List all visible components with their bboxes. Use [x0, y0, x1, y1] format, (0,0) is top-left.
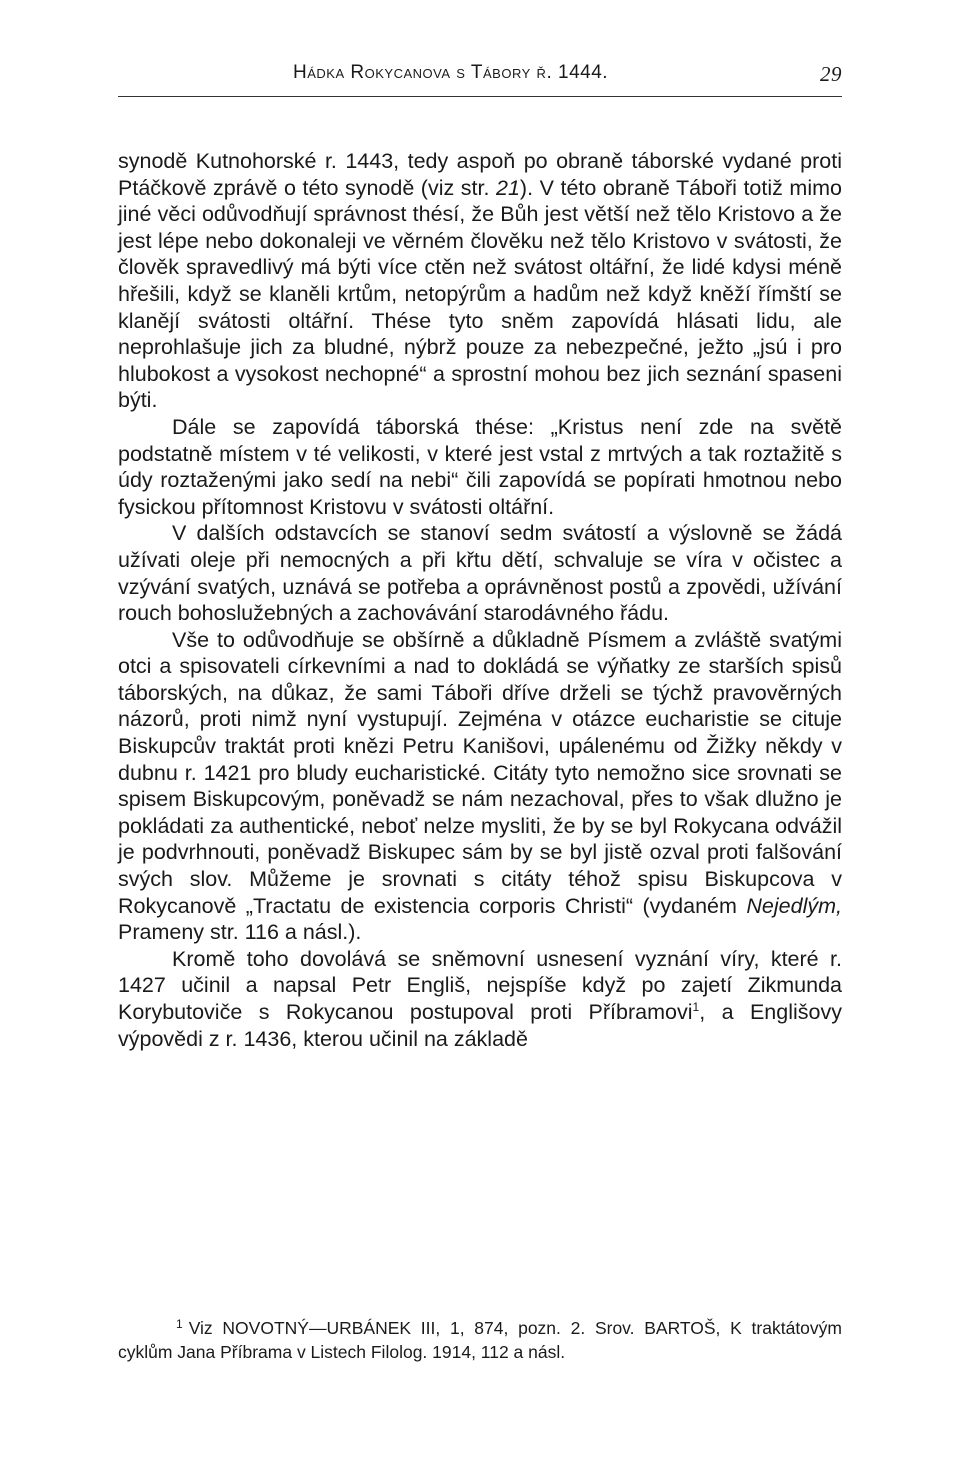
- footnote-text: Viz NOVOTNÝ—URBÁNEK III, 1, 874, pozn. 2. Srov. BARTOŠ, K traktátovým cyklům Jana Příbrama v Listech Filolog. 1914, 112 a násl.: [118, 1318, 842, 1362]
- body-text: [118, 148, 842, 1052]
- paragraph: [118, 520, 842, 626]
- paragraph-text: Nejedlým,: [746, 893, 842, 918]
- paragraph: [118, 946, 842, 1052]
- running-title: Hádka Rokycanova s Tábory ř. 1444.: [293, 62, 609, 83]
- paragraph-text: Prameny str. 116 a násl.).: [118, 920, 362, 945]
- header-rule: [118, 96, 842, 97]
- footnote-marker: 1: [176, 1317, 183, 1331]
- paragraph-text: V dalších odstavcích se stanoví sedm svátostí a výslovně se žádá užívati oleje při nemocných a při křtu dětí, schvaluje se víra v očistec a vzývání svatých, uznává se potřeba a oprávněnost postů a zpovědi, užívání rouch bohoslužebných a zachovávání starodávného řádu.: [118, 521, 842, 626]
- footnotes: [118, 1312, 842, 1364]
- paragraph: [118, 414, 842, 520]
- paragraph-text: Dále se zapovídá táborská thése: „Kristus není zde na světě podstatně místem v té velikosti, v které jest vstal z mrtvých a tak roztažitě s údy roztaženými jako sedí na nebi“ čili zapovídá se popírati hmotnou nebo fysickou přítomnost Kristovu v svátosti oltářní.: [118, 414, 842, 519]
- page-number: 29: [820, 62, 842, 86]
- footnote: [118, 1312, 842, 1364]
- paragraph-text: Vše to odůvodňuje se obšírně a důkladně Písmem a zvláště svatými otci a spisovateli církevními a nad to dokládá se výňatky ze starších spisů táborských, na důkaz, že sami Táboři dříve drželi se týchž pravověrných názorů, proti nimž nyní vystupují. Zejména v otázce eucharistie se cituje Biskupcův traktát proti knězi Petru Kanišovi, upálenému od Žižky někdy v dubnu r. 1421 pro bludy eucharistické. Citáty tyto nemožno sice srovnati se spisem Biskupcovým, poněvadž se nám nezachoval, přes to však dlužno je pokládati za authentické, neboť nelze mysliti, že by se byl Rokycana odvážil je podvrhnouti, poněvadž Biskupec sám by se byl jistě ozval proti falšování svých slov. Můžeme je srovnati s citáty téhož spisu Biskupcova v Rokycanově „Tractatu de existencia corporis Christi“ (vydaném: [118, 627, 842, 918]
- paragraph-text: , a Englišovy výpovědi z r. 1436, kterou učinil na základě: [118, 1000, 842, 1051]
- paragraph: [118, 627, 842, 946]
- paragraph-text: synodě Kutnohorské r. 1443, tedy aspoň po obraně táborské vydané proti Ptáčkově zprávě o této synodě (viz str.: [118, 149, 842, 200]
- paragraph-text: 21: [496, 175, 520, 200]
- running-head: [118, 62, 842, 92]
- footnote-reference: 1: [692, 999, 700, 1014]
- paragraph-text: Kromě toho dovolává se sněmovní usnesení vyznání víry, které r. 1427 učinil a napsal Petr Engliš, nejspíše když po zajetí Zikmunda Korybutoviče s Rokycanou postupoval proti Příbramovi: [118, 946, 842, 1024]
- document-page: [118, 0, 842, 1457]
- paragraph: [118, 148, 842, 414]
- paragraph-text: ). V této obraně Táboři totiž mimo jiné věci odůvodňují správnost thésí, že Bůh jest větší než tělo Kristovo a že jest lépe nebo dokonaleji ve věrném člověku než tělo Kristovo v svátosti, že člověk spravedlivý má býti více ctěn než svátost oltářní, že lidé kdysi méně hřešili, když se klaněli krtům, netopýrům a hadům než když kněží římští se klanějí svátosti oltářní. Thése tyto sněm zapovídá hlásati lidu, ale neprohlašuje jich za bludné, nýbrž pouze za nebezpečné, ježto „jsú i pro hlubokost a vysokost nechopné“ a sprostní mohou bez jich seznání spaseni býti.: [118, 175, 842, 413]
